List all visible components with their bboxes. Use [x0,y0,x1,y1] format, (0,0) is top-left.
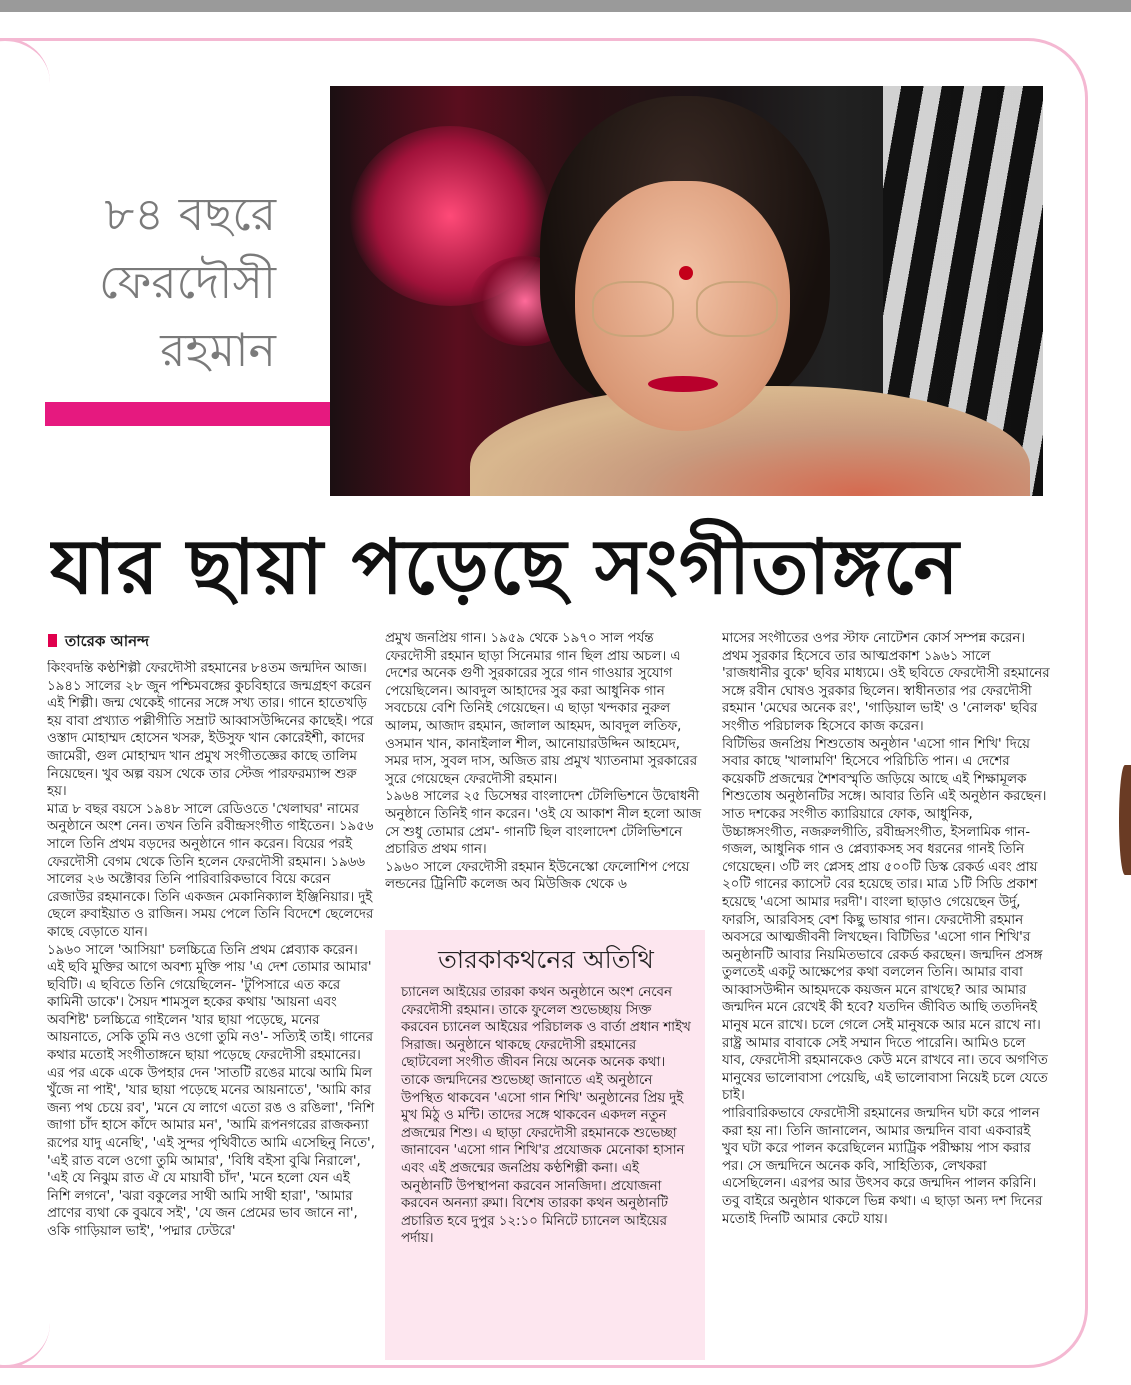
paragraph: ১৯৬০ সালে 'আসিয়া' চলচ্চিত্রে তিনি প্রথম প্লেব্যাক করেন। এই ছবি মুক্তির আগে অবশ্য মুক্তি পায় 'এ দেশ তোমার আমার' ছবিটি। এ ছবিতে তিনি গেয়েছিলেন- 'টুপিসারে এত করে কামিনী ডাকে'। সৈয়দ শামসুল হকের কথায় 'আয়না এবং অবশিষ্ট' চলচ্চিত্রে গাইলেন 'যার ছায়া পড়েছে, মনের আয়নাতে, সেকি তুমি নও ওগো তুমি নও'- সত্যিই তাই। গানের কথার মতোই সংগীতাঙ্গনে ছায়া পড়েছে ফেরদৌসী রহমানের। এর পর একে একে উপহার দেন 'সাতটি রঙের মাঝে আমি মিল খুঁজে না পাই', 'যার ছায়া পড়েছে মনের আয়নাতে', 'আমি কার জন্য পথ চেয়ে রব', 'মনে যে লাগে এতো রঙ ও রঙিলা', 'নিশি জাগা চাঁদ হাসে কাঁদে আমার মন', 'আমি রূপনগরের রাজকন্যা রূপের যাদু এনেছি', 'এই সুন্দর পৃথিবীতে আমি এসেছিনু নিতে', 'এই রাত বলে ওগো তুমি আমার', 'বিধি বইসা বুঝি নিরালে', 'এই যে নিঝুম রাত ঐ যে মায়াবী চাঁদ', 'মনে হলো যেন এই নিশি লগনে', 'ঝরা বকুলের সাথী আমি সাথী হারা', 'আমার প্রাণের ব্যথা কে বুঝবে সই', 'যে জন প্রেমের ভাব জানে না', ওকি গাড়িয়াল ভাই', 'পদ্মার ঢেউরে' [47,942,375,1239]
kicker-line: ফেরদৌসী [99,255,276,309]
sidebar-box [385,930,705,1360]
author-name: তারেক আনন্দ [65,632,150,650]
paragraph: ১৯৬৪ সালের ২৫ ডিসেম্বর বাংলাদেশ টেলিভিশনে উদ্বোধনী অনুষ্ঠানে তিনিই গান করেন। 'ওই যে আকাশ নীল হলো আজ সে শুধু তোমার প্রেম'- গানটি ছিল বাংলাদেশ টেলিভিশনে প্রচারিত প্রথম গান। [385,789,701,858]
article-column-1 [47,660,377,1325]
paragraph: ১৯৬০ সালে ফেরদৌসী রহমান ইউনেস্কো ফেলোশিপ পেয়ে লন্ডনের ট্রিনিটি কলেজ অব মিউজিক থেকে ৬ [385,859,690,893]
page-edge-fragment [1119,765,1131,875]
box-title: তারকাকথনের অতিথি [438,945,654,974]
paragraph: বিটিভির জনপ্রিয় শিশুতোষ অনুষ্ঠান 'এসো গান শিখি' দিয়ে সবার কাছে 'খালামণি' হিসেবে পরিচিতি পান। এ দেশের কয়েকটি প্রজন্মের শৈশবস্মৃতি জড়িয়ে আছে এই শিক্ষামূলক শিশুতোষ অনুষ্ঠানটির সঙ্গে। আবার তিনি এই অনুষ্ঠান করছেন। [722,736,1047,805]
byline [48,630,149,655]
paragraph: প্রমুখ জনপ্রিয় গান। ১৯৫৯ থেকে ১৯৭০ সাল পর্যন্ত ফেরদৌসী রহমান ছাড়া সিনেমার গান ছিল প্রায় অচল। এ দেশের অনেক গুণী সুরকারের সুরে গান গাওয়ার সুযোগ পেয়েছিলেন। আবদুল আহাদের সুর করা আধুনিক গান সবচেয়ে বেশি তিনিই গেয়েছেন। এ ছাড়া খন্দকার নুরুল আলম, আজাদ রহমান, জালাল আহমদ, আবদুল লতিফ, ওসমান খান, কানাইলাল শীল, আনোয়ারউদ্দিন আহমেদ, সমর দাস, সুবল দাস, অজিত রায় প্রমুখ খ্যাতনামা সুরকারের সুরে গেয়েছেন ফেরদৌসী রহমান। [385,631,698,787]
paragraph: মাত্র ৮ বছর বয়সে ১৯৪৮ সালে রেডিওতে 'খেলাঘর' নামের অনুষ্ঠানে অংশ নেন। তখন তিনি রবীন্দ্রসংগীত গাইতেন। ১৯৫৬ সালে তিনি প্রথম বড়দের অনুষ্ঠানে গান করেন। বিয়ের পরই ফেরদৌসী বেগম থেকে তিনি হলেন ফেরদৌসী রহমান। ১৯৬৬ সালের ২৬ অক্টোবর তিনি পারিবারিকভাবে বিয়ে করেন রেজাউর রহমানকে। তিনি একজন মেকানিক্যাল ইঞ্জিনিয়ার। দুই ছেলে রুবাইয়াত ও রাজিন। সময় পেলে তিনি বিদেশে ছেলেদের কাছে বেড়াতে যান। [47,801,374,940]
headline: যার ছায়া পড়েছে সংগীতাঙ্গনে [50,522,960,611]
paragraph: সাত দশকের সংগীত ক্যারিয়ারে ফোক, আধুনিক, উচ্চাঙ্গসংগীত, নজরুলগীতি, রবীন্দ্রসংগীত, ইসলামিক গান-গজল, আধুনিক গান ও প্লেব্যাকসহ সব ধরনের গানই তিনি গেয়েছেন। ৩টি লং প্লেসহ প্রায় ৫০০টি ডিস্ক রেকর্ড এবং প্রায় ২০টি গানের ক্যাসেট বের হয়েছে তার। মাত্র ১টি সিডি প্রকাশ হয়েছে 'এসো আমার দরদী'। বাংলা ছাড়াও গেয়েছেন উর্দু, ফারসি, আরবিসহ বেশ কিছু ভাষার গান। ফেরদৌসী রহমান অবসরে আত্মজীবনী লিখছেন। বিটিভির 'এসো গান শিখি'র অনুষ্ঠানটি আবার নিয়মিতভাবে রেকর্ড করছেন। জন্মদিন প্রসঙ্গ তুলতেই একটু আক্ষেপের কথা বললেন তিনি। আমার বাবা আব্বাসউদ্দীন আহমদকে কয়জন মনে রাখছে? আর আমার জন্মদিন মনে রেখেই কী হবে? যতদিন জীবিত আছি ততদিনই মানুষ মনে রাখে। চলে গেলে সেই মানুষকে আর মনে রাখে না। রাষ্ট্র আমার বাবাকে সেই সম্মান দিতে পারেনি। আমিও চলে যাব, ফেরদৌসী রহমানকেও কেউ মনে রাখবে না। তবে অগণিত মানুষের ভালোবাসা পেয়েছি, এই ভালোবাসা নিয়েই চলে যেতে চাই। [722,806,1048,1104]
top-rule [0,0,1131,12]
paragraph: মাসের সংগীতের ওপর স্টাফ নোটেশন কোর্স সম্পন্ন করেন। প্রথম সুরকার হিসেবে তার আত্মপ্রকাশ ১৯৬১ সালে 'রাজধানীর বুকে' ছবির মাধ্যমে। ওই ছবিতে ফেরদৌসী রহমানের সঙ্গে রবীন ঘোষও সুরকার ছিলেন। স্বাধীনতার পর ফেরদৌসী রহমান 'মেঘের অনেক রং', 'গাড়িয়াল ভাই' ও 'নোলক' ছবির সংগীত পরিচালক হিসেবে কাজ করেন। [722,631,1050,734]
kicker-line: ৮৪ বছরে [104,187,276,241]
accent-bar [45,402,330,426]
article-column-3 [722,630,1050,1325]
kicker-line: রহমান [160,323,276,377]
portrait-photo [330,86,1043,496]
kicker [16,180,276,384]
article-column-2 [385,630,703,910]
byline-marker [48,634,57,647]
box-body: চ্যানেল আইয়ের তারকা কথন অনুষ্ঠানে অংশ নেবেন ফেরদৌসী রহমান। তাকে ফুলেল শুভেচ্ছায় সিক্ত করবেন চ্যানেল আইয়ের পরিচালক ও বার্তা প্রধান শাইখ সিরাজ। অনুষ্ঠানে থাকছে ফেরদৌসী রহমানের ছোটবেলা সংগীত জীবন নিয়ে অনেক অনেক কথা। তাকে জন্মদিনের শুভেচ্ছা জানাতে এই অনুষ্ঠানে উপস্থিত থাকবেন 'এসো গান শিখি' অনুষ্ঠানের প্রিয় দুই মুখ মিঠু ও মন্টি। তাদের সঙ্গে থাকবেন একদল নতুন প্রজন্মের শিশু। এ ছাড়া ফেরদৌসী রহমানকে শুভেচ্ছা জানাবেন 'এসো গান শিখি'র প্রযোজক মেনোকা হাসান এবং এই প্রজন্মের জনপ্রিয় কণ্ঠশিল্পী কনা। এই অনুষ্ঠানটি উপস্থাপনা করবেন সানজিদা। প্রযোজনা করবেন অনন্যা রুমা। বিশেষ তারকা কথন অনুষ্ঠানটি প্রচারিত হবে দুপুর ১২:১০ মিনিটে চ্যানেল আইয়ের পর্দায়। [401,985,691,1247]
paragraph: পারিবারিকভাবে ফেরদৌসী রহমানের জন্মদিন ঘটা করে পালন করা হয় না। তিনি জানালেন, আমার জন্মদিন বাবা একবারই খুব ঘটা করে পালন করেছিলেন ম্যাট্রিক পরীক্ষায় পাস করার পর। সে জন্মদিনে অনেক কবি, সাহিত্যিক, লেখকরা এসেছিলেন। এরপর আর উৎসব করে জন্মদিন পালন করিনি। তবু বাইরে অনুষ্ঠান থাকলে ভিন্ন কথা। এ ছাড়া অন্য দশ দিনের মতোই দিনটি আমার কেটে যায়। [722,1106,1043,1227]
paragraph: কিংবদন্তি কণ্ঠশিল্পী ফেরদৌসী রহমানের ৮৪তম জন্মদিন আজ। ১৯৪১ সালের ২৮ জুন পশ্চিমবঙ্গের কুচবিহারে জন্মগ্রহণ করেন এই শিল্পী। জন্ম থেকেই গানের সঙ্গে সখ্য তার। গানে হাতেখড়ি হয় বাবা প্রখ্যাত পল্লীগীতি সম্রাট আব্বাসউদ্দিনের কাছেই। পরে ওস্তাদ মোহাম্মদ হোসেন খসরু, ইউসুফ খান কোরেইশী, কাদের জামেরী, গুল মোহাম্মদ খান প্রমুখ সংগীতজ্ঞের কাছে তালিম নিয়েছেন। খুব অল্প বয়স থেকে তার স্টেজ পারফরম্যান্স শুরু হয়। [47,661,374,800]
